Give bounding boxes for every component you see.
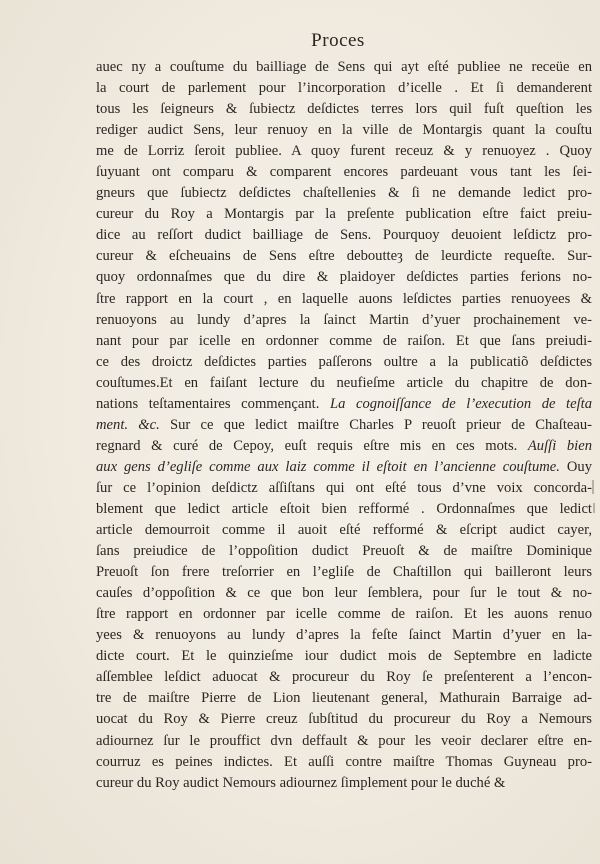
- text-line: [96, 541, 592, 562]
- text-line: [96, 99, 592, 120]
- text-line: [96, 373, 592, 394]
- text-segment: nant pour par icelle en ordonner comme de raiſon. Et que ſans preiudi-: [96, 332, 592, 349]
- text-segment: article demourroit comme il auoit eſté refformé & eſcript audict cayer,: [96, 522, 592, 539]
- text-segment: courruz es peines indictes. Et auſſi contre maiſtre Thomas Guyneau pro-: [96, 753, 592, 770]
- text-segment: cauſes d’oppoſition & ce que bon leur ſemblera, pour ſur le tout & no-: [96, 585, 592, 602]
- text-segment: me de Lorriz ſeroit publiee. A quoy furent receuz & y renuoyez . Quoy: [96, 143, 592, 160]
- text-line: [96, 331, 592, 352]
- text-line: [96, 499, 592, 520]
- text-line: [96, 394, 592, 415]
- text-line: [96, 225, 592, 246]
- text-line: [96, 78, 592, 99]
- text-segment: auec ny a couſtume du bailliage de Sens qui ayt eſté publiee ne receüe en: [96, 59, 592, 75]
- text-line: [96, 731, 592, 752]
- text-line: [96, 289, 592, 310]
- text-line: [96, 667, 592, 688]
- text-line: [96, 646, 592, 667]
- text-segment: ſuyuant ont comparu & comparent encores pardeuant vous tant les ſei-: [96, 164, 592, 181]
- text-segment: rediger audict Sens, leur renuoy en la ville de Montargis quant la couſtu: [96, 122, 592, 139]
- text-segment: yees & renuoyons au lundy d’apres la feſte ſainct Martin d’yuer en la-: [96, 627, 592, 644]
- text-segment: ce des droictz deſdictes parties paſſerons oultre a la publicatiõ deſdictes: [96, 353, 592, 370]
- text-segment: tre de maiſtre Pierre de Lion lieutenant general, Mathurain Barraige ad-: [96, 690, 592, 707]
- text-segment: ſans preiudice de l’oppoſition dudict Preuoſt & de maiſtre Dominique: [96, 543, 592, 560]
- text-line: [96, 752, 592, 773]
- body-text: [96, 57, 592, 794]
- text-segment: renuoyons au lundy d’apres la ſainct Martin d’yuer prochainement ve-: [96, 311, 592, 328]
- text-line: [96, 457, 592, 478]
- italic-text: La cognoiſſance de l’execution de teſta: [329, 395, 592, 412]
- text-segment: gneurs que ſubiectz deſdictes chaſtellenies & ſi ne demande ledict pro-: [96, 185, 592, 202]
- text-line: [96, 688, 592, 709]
- text-segment: dice au reſſort dudict bailliage de Sens. Pourquoy deuoient leſdictz pro-: [96, 227, 592, 244]
- text-line: [96, 204, 592, 225]
- text-segment: dicte court. Et le quinzieſme iour dudict mois de Septembre en ladicte: [96, 648, 592, 665]
- text-segment: cureur du Roy a Montargis par la preſente publication eſtre faict preiu-: [96, 206, 592, 223]
- italic-text: Auſſi bien: [527, 437, 592, 454]
- text-segment: ſur ce l’opinion deſdictz aſſiſtans qui ont eſté tous d’vne voix concorda-: [96, 479, 592, 496]
- text-line: [96, 709, 592, 730]
- text-segment: ſtre rapport en ordonner par icelle comme de raiſon. Et les auons renuo: [96, 606, 592, 623]
- text-segment: la court de parlement pour l’incorporation d’icelle . Et ſi demanderent: [96, 80, 592, 97]
- text-line: [96, 415, 592, 436]
- text-line: [96, 625, 592, 646]
- italic-text: ment. &c.: [96, 416, 160, 433]
- text-line: [96, 352, 592, 373]
- text-line: [96, 562, 592, 583]
- text-segment: nations teſtamentaires commençant.: [96, 395, 330, 412]
- text-line: [96, 520, 592, 541]
- text-segment: couſtumes.Et en faiſant lecture du neufieſme article du chapitre de don-: [96, 374, 592, 391]
- text-line: [96, 267, 592, 288]
- margin-mark: [592, 480, 594, 494]
- text-segment: Sur ce que ledict maiſtre Charles P reuoſt prieur de Chaſteau-: [159, 416, 592, 433]
- text-line: [96, 162, 592, 183]
- text-line: [96, 246, 592, 267]
- text-line: [96, 120, 592, 141]
- text-line: [96, 310, 592, 331]
- text-line: [96, 436, 592, 457]
- text-segment: cureur & eſcheuains de Sens eſtre deboutteȝ de leurdicte requeſte. Sur-: [96, 248, 592, 265]
- text-segment: Ouy: [559, 458, 592, 475]
- text-segment: blement que ledict article eſtoit bien refformé . Ordonnaſmes que ledict: [96, 500, 592, 517]
- text-line: [96, 604, 592, 625]
- text-line: [96, 478, 592, 499]
- text-line: [96, 773, 592, 794]
- italic-text: aux gens d’egliſe comme aux laiz comme il eſtoit en l’ancienne couſtume.: [96, 458, 560, 475]
- text-segment: Preuoſt ſon frere treſorrier en l’egliſe de Chaſtillon qui bailleront leurs: [96, 564, 592, 581]
- text-line: [96, 57, 592, 78]
- text-line: [96, 583, 592, 604]
- text-segment: tous les ſeigneurs & ſubiectz deſdictes terres lors quil fuſt queſtion les: [96, 101, 592, 118]
- text-segment: regnard & curé de Cepoy, euſt requis eſtre mis en ces mots.: [96, 437, 528, 454]
- running-title-text: Proces: [311, 30, 365, 51]
- margin-mark: [593, 503, 595, 513]
- text-segment: adiournez ſur le prouffict dvn deffault & pour les veoir declarer eſtre en-: [96, 732, 592, 749]
- text-line: [96, 183, 592, 204]
- text-segment: ſtre rapport en la court , en laquelle auons leſdictes parties renuoyees &: [96, 290, 592, 307]
- text-segment: aſſemblee leſdict aduocat & procureur du Roy ſe preſenterent a l’encon-: [96, 669, 592, 686]
- text-segment: quoy ordonnaſmes que du dire & plaidoyer deſdictes parties ferions no-: [96, 269, 592, 286]
- text-segment: uocat du Roy & Pierre creuz ſubſtitud du procureur du Roy a Nemours: [96, 711, 592, 728]
- running-title: [0, 30, 600, 52]
- text-line: [96, 141, 592, 162]
- text-segment: cureur du Roy audict Nemours adiournez ſimplement pour le duché &: [96, 774, 506, 791]
